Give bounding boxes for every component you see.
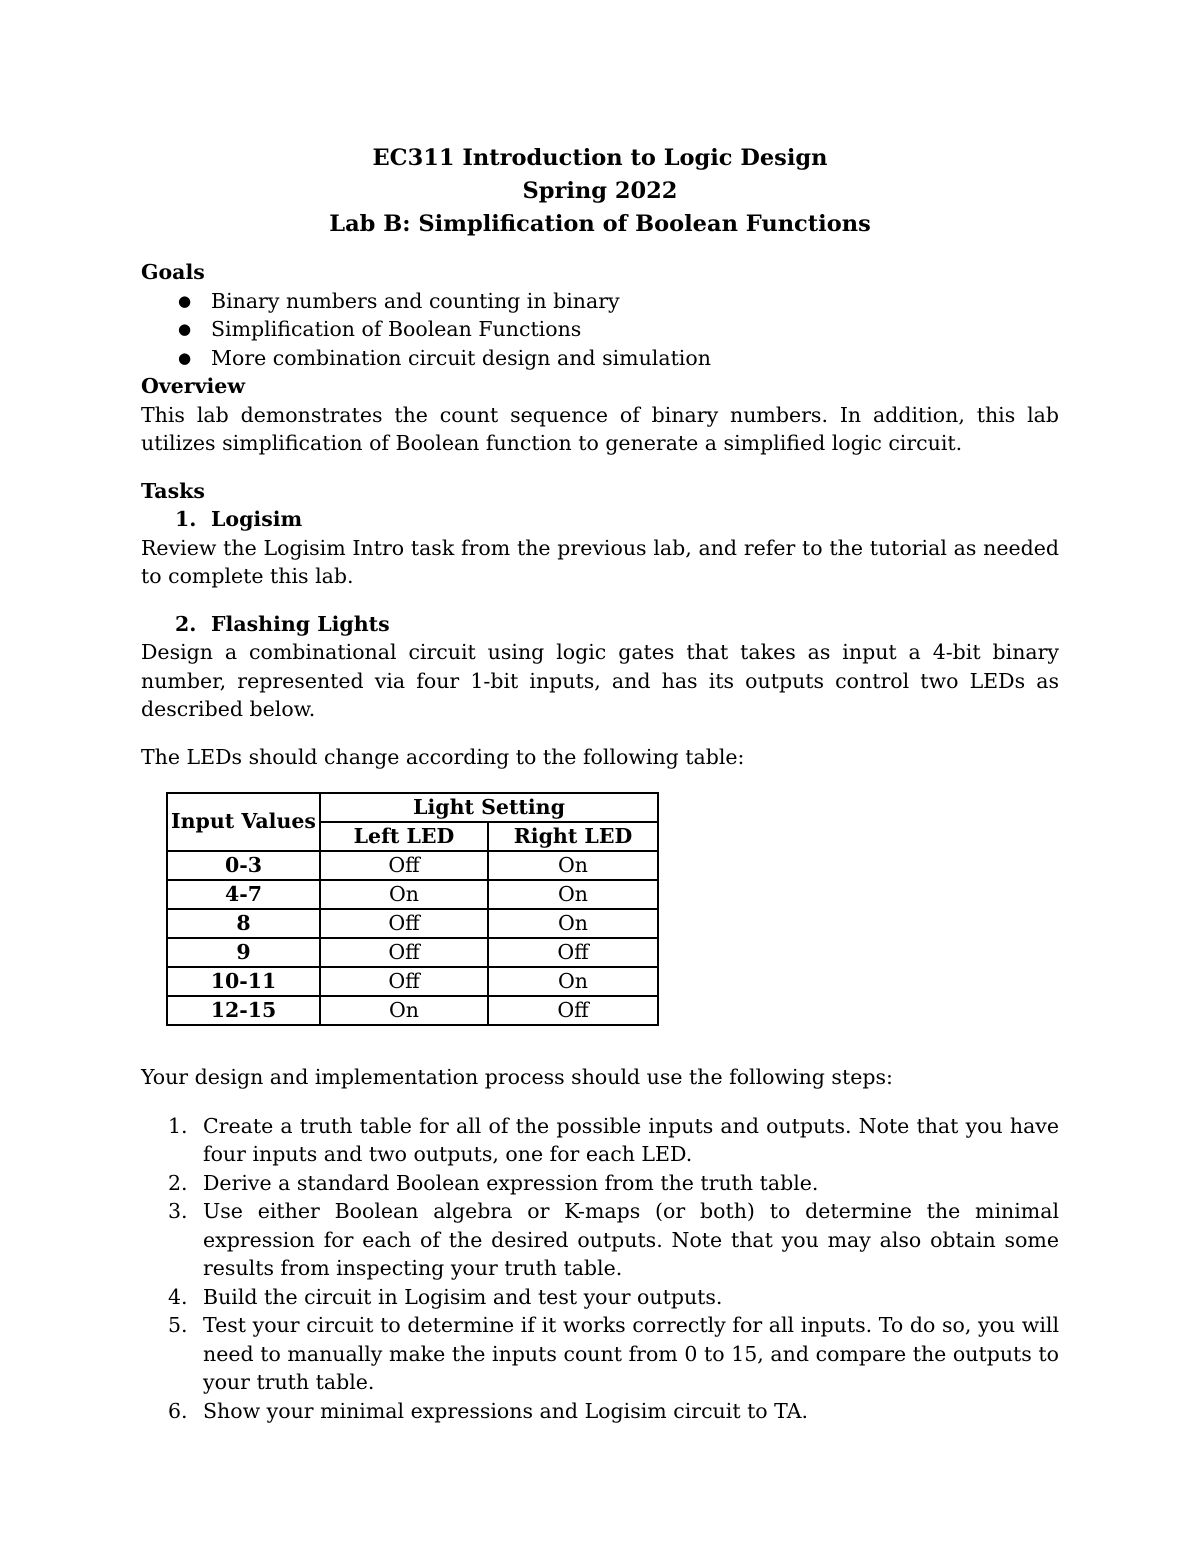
goal-text: More combination circuit design and simulation <box>211 345 711 370</box>
right-led-cell: On <box>488 909 658 938</box>
input-value-cell: 0-3 <box>167 851 320 880</box>
right-led-cell: On <box>488 851 658 880</box>
bullet-icon: ● <box>178 320 192 338</box>
goal-item <box>141 287 1059 316</box>
steps-list <box>141 1112 1059 1426</box>
bullet-icon: ● <box>178 348 192 367</box>
input-value-cell: 12-15 <box>167 996 320 1025</box>
left-led-cell: On <box>320 880 488 909</box>
table-row <box>167 909 658 938</box>
step-item <box>141 1283 1059 1312</box>
table-intro-text: The LEDs should change according to the following table: <box>141 744 745 769</box>
lab-title: Lab B: Simplification of Boolean Functions <box>329 211 871 237</box>
step-item <box>141 1311 1059 1397</box>
left-led-cell: Off <box>320 938 488 967</box>
step-number: 4. <box>168 1284 188 1309</box>
goal-text: Simplification of Boolean Functions <box>211 317 582 341</box>
task-2-title <box>141 610 1059 639</box>
step-text: Use either Boolean algebra or K-maps (or both) to determine the minimal expression for each of the desired outputs. Note that you may also obtain some results from inspecting your truth table. <box>203 1199 1059 1280</box>
table-row <box>167 996 658 1025</box>
header-input-values: Input Values <box>167 793 320 851</box>
task-1-text: Review the Logisim Intro task from the previous lab, and refer to the tutorial as needed to complete this lab. <box>141 535 1059 588</box>
goal-item <box>141 344 1059 373</box>
bullet-icon: ● <box>178 291 192 310</box>
step-text: Create a truth table for all of the possible inputs and outputs. Note that you have four inputs and two outputs, one for each LED. <box>203 1113 1059 1166</box>
table-row <box>167 938 658 967</box>
step-text: Test your circuit to determine if it works correctly for all inputs. To do so, you will need to manually make the inputs count from 0 to 15, and compare the outputs to your truth table. <box>203 1313 1059 1394</box>
step-item <box>141 1197 1059 1283</box>
step-text: Build the circuit in Logisim and test your outputs. <box>203 1284 723 1309</box>
task-1-title <box>141 505 1059 534</box>
input-value-cell: 8 <box>167 909 320 938</box>
task-2-number: 2. <box>175 611 197 636</box>
right-led-cell: Off <box>488 938 658 967</box>
header-light-setting: Light Setting <box>320 793 658 822</box>
header-left-led: Left LED <box>320 822 488 851</box>
step-number: 3. <box>168 1199 188 1223</box>
step-number: 6. <box>168 1398 188 1423</box>
goal-text: Binary numbers and counting in binary <box>211 288 620 313</box>
step-text: Show your minimal expressions and Logisim circuit to TA. <box>203 1398 809 1423</box>
task-2-text: Design a combinational circuit using logic gates that takes as input a 4-bit binary number, represented via four 1-bit inputs, and has its outputs control two LEDs as described below. <box>141 640 1059 721</box>
right-led-cell: Off <box>488 996 658 1025</box>
step-number: 1. <box>168 1113 188 1138</box>
goals-heading: Goals <box>141 260 205 284</box>
left-led-cell: Off <box>320 851 488 880</box>
right-led-cell: On <box>488 967 658 996</box>
course-title: EC311 Introduction to Logic Design <box>372 145 828 171</box>
title-block <box>141 142 1059 241</box>
step-number: 2. <box>168 1170 188 1195</box>
table-row <box>167 967 658 996</box>
step-item <box>141 1397 1059 1426</box>
left-led-cell: Off <box>320 967 488 996</box>
task-2-title-text: Flashing Lights <box>211 611 390 636</box>
input-value-cell: 10-11 <box>167 967 320 996</box>
table-row <box>167 880 658 909</box>
overview-heading: Overview <box>141 374 246 398</box>
overview-text: This lab demonstrates the count sequence of binary numbers. In addition, this lab utilizes simplification of Boolean function to generate a simplified logic circuit. <box>141 402 1059 455</box>
tasks-heading: Tasks <box>141 478 205 503</box>
steps-intro-text: Your design and implementation process should use the following steps: <box>141 1064 893 1089</box>
task-1-title-text: Logisim <box>211 507 303 531</box>
input-value-cell: 4-7 <box>167 880 320 909</box>
input-value-cell: 9 <box>167 938 320 967</box>
step-number: 5. <box>168 1313 188 1337</box>
term-title: Spring 2022 <box>522 178 678 204</box>
table-row <box>167 851 658 880</box>
step-item <box>141 1112 1059 1169</box>
goal-item <box>141 315 1059 344</box>
goals-list <box>141 287 1059 373</box>
header-right-led: Right LED <box>488 822 658 851</box>
left-led-cell: On <box>320 996 488 1025</box>
step-item <box>141 1169 1059 1198</box>
step-text: Derive a standard Boolean expression from the truth table. <box>203 1170 819 1195</box>
left-led-cell: Off <box>320 909 488 938</box>
document-content <box>141 142 1059 1425</box>
led-table <box>166 792 659 1026</box>
right-led-cell: On <box>488 880 658 909</box>
task-1-number: 1. <box>175 507 197 531</box>
